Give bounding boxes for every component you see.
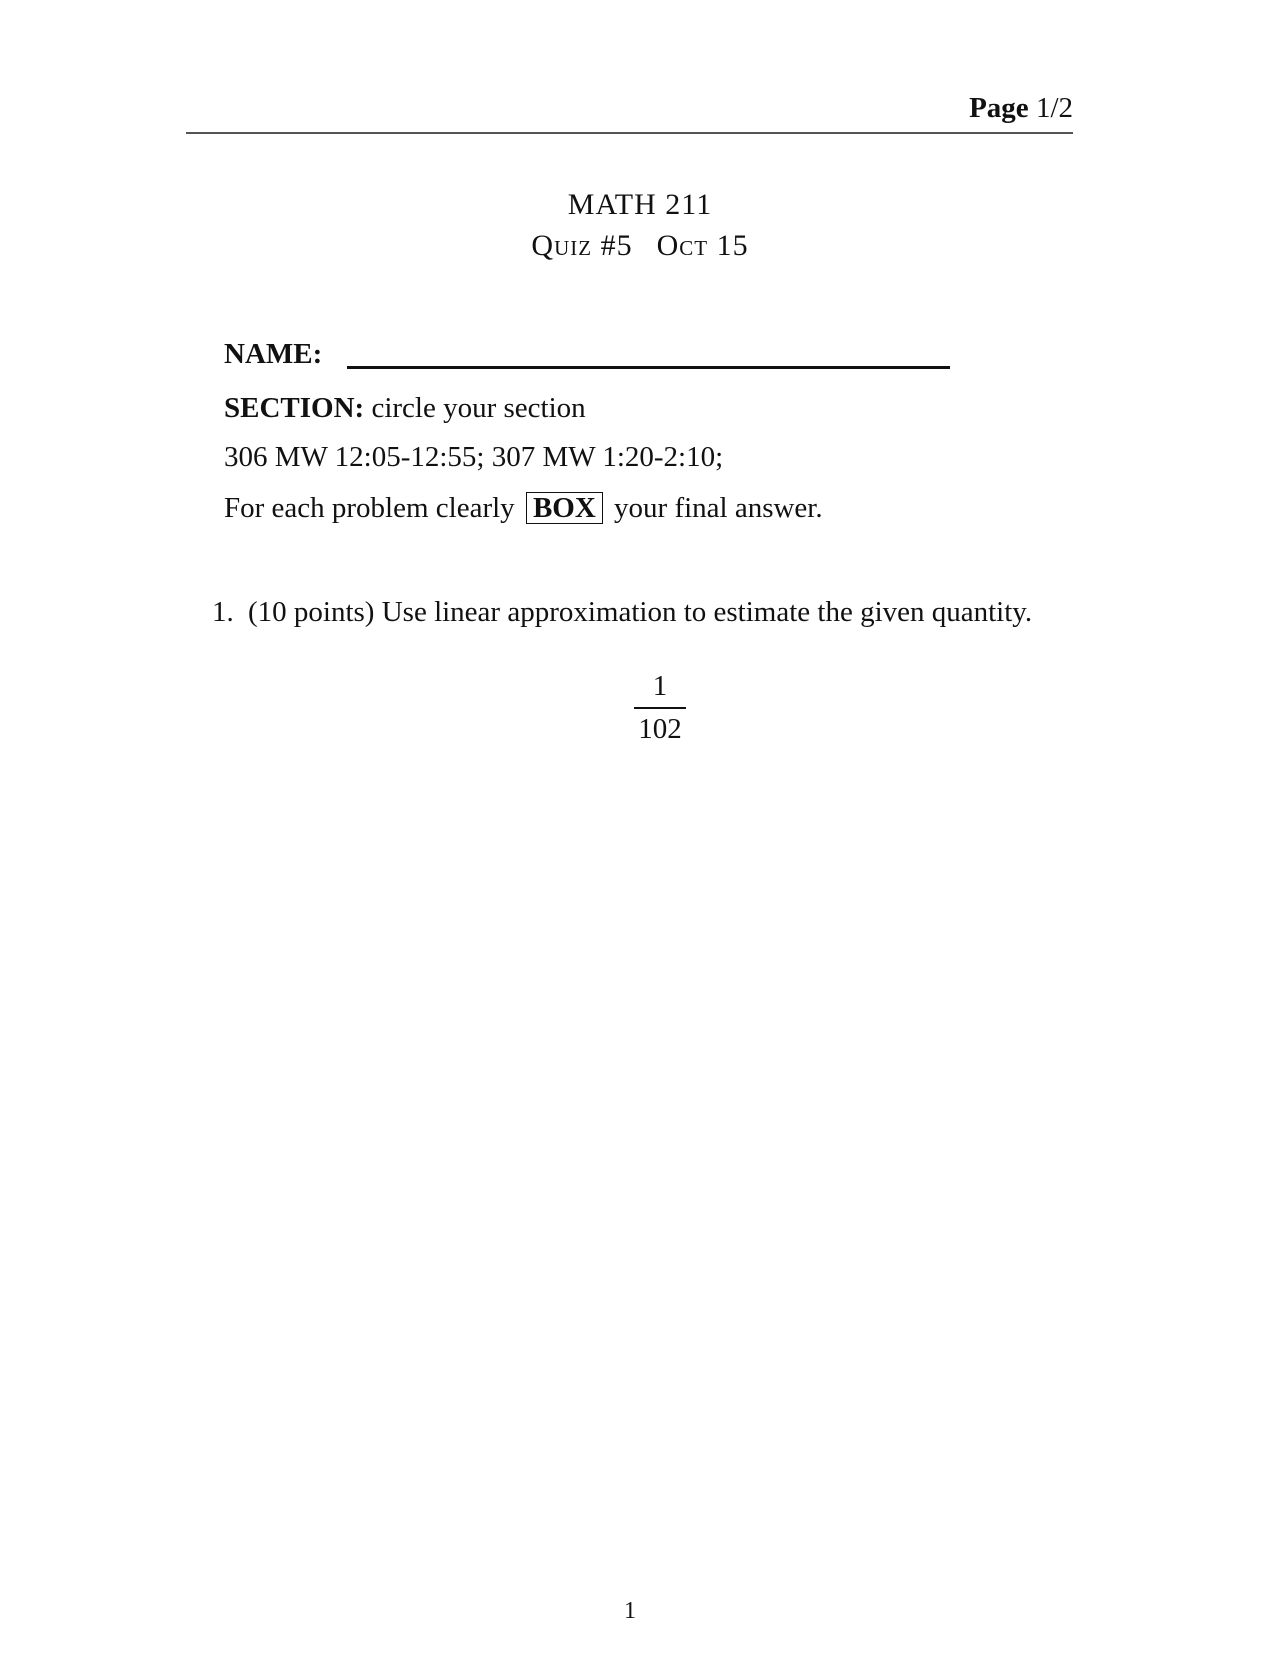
fraction-denominator: 102 bbox=[638, 713, 682, 745]
quiz-date: Oct 15 bbox=[656, 229, 749, 262]
problem-1-fraction bbox=[0, 670, 1280, 746]
quiz-number: Quiz #5 bbox=[531, 229, 633, 262]
name-field bbox=[224, 338, 322, 371]
problem-number: 1. bbox=[212, 596, 234, 628]
course-title: MATH 211 bbox=[567, 188, 713, 221]
footer-page-number: 1 bbox=[624, 1598, 636, 1624]
box-instruction-before: For each problem clearly bbox=[224, 492, 515, 524]
box-instruction-after: your final answer. bbox=[614, 492, 823, 524]
page-header bbox=[186, 88, 1073, 134]
problem-1 bbox=[212, 594, 1074, 631]
problem-text: (10 points) Use linear approximation to estimate the given quantity. bbox=[248, 596, 1033, 628]
header-page-number: 1/2 bbox=[1035, 92, 1073, 124]
section-field bbox=[224, 392, 586, 425]
header-page-indicator bbox=[969, 92, 1073, 125]
name-label: NAME: bbox=[224, 338, 323, 370]
section-times: 306 MW 12:05-12:55; 307 MW 1:20-2:10; bbox=[224, 441, 724, 473]
section-label: SECTION: bbox=[224, 392, 365, 424]
fraction-numerator: 1 bbox=[634, 670, 686, 709]
section-instruction: circle your section bbox=[364, 392, 586, 424]
quiz-subtitle bbox=[0, 229, 1280, 263]
box-word: BOX bbox=[526, 492, 603, 524]
box-instruction bbox=[224, 492, 823, 525]
header-page-label: Page bbox=[969, 92, 1029, 124]
name-blank-line bbox=[347, 366, 950, 369]
